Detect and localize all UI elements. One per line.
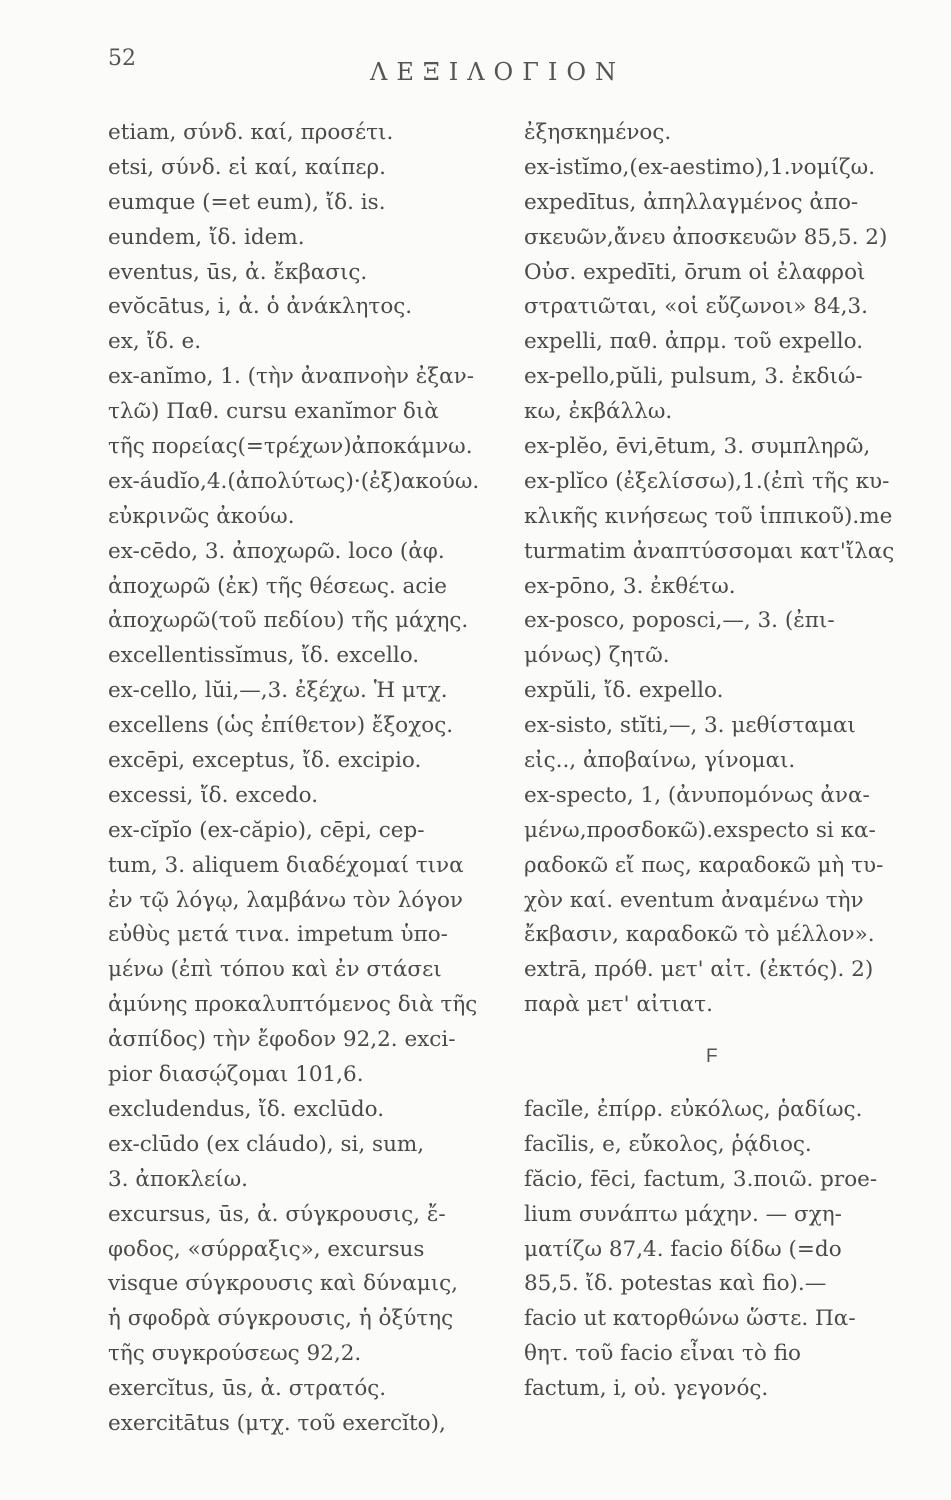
entry-line: κλικῆς κινήσεως τοῦ ἱππικοῦ).me <box>524 503 893 529</box>
entry-line: evŏcātus, i, ἀ. ὁ ἀνάκλητος. <box>108 294 413 320</box>
entry-line: μένω,προσδοκῶ).exspecto si κα- <box>524 817 876 843</box>
right-column <box>524 116 924 1023</box>
entry-line: εὐκρινῶς ἀκούω. <box>108 503 295 529</box>
entry-line: expedītus, ἀπηλλαγμένος ἀπο- <box>524 189 859 215</box>
entry-line: eumque (=et eum), ἴδ. is. <box>108 189 386 215</box>
entry-line: Οὐσ. expedīti, ōrum οἱ ἐλαφροὶ <box>524 259 866 285</box>
entry-line: ἔκβασιν, καραδοκῶ τὸ μέλλον». <box>524 922 875 948</box>
entry-line: ἐξησκημένος. <box>524 120 672 145</box>
entry-line: ἀμύνης προκαλυπτόμενος διὰ τῆς <box>108 992 478 1018</box>
entry-line: facĭlis, e, εὔκολος, ῥᾴδιος. <box>524 1131 812 1157</box>
entry-line: ραδοκῶ εἴ πως, καραδοκῶ μὴ τυ- <box>524 852 884 878</box>
entry-line: ἀποχωρῶ (ἐκ) τῆς θέσεως. acie <box>108 573 447 599</box>
entry-line: ex-cēdo, 3. ἀποχωρῶ. loco (ἀφ. <box>108 538 445 564</box>
entry-line: excludendus, ἴδ. exclūdo. <box>108 1096 385 1122</box>
entry-line: ex-clūdo (ex cláudo), si, sum, <box>108 1131 425 1157</box>
entry-line: excellens (ὡς ἐπίθετον) ἔξοχος. <box>108 713 454 739</box>
section-letter: F <box>706 1046 718 1067</box>
right-column-f-section <box>524 1093 924 1407</box>
entry-line: factum, i, οὐ. γεγονός. <box>524 1376 769 1402</box>
entry-line: ex-áudĭo,4.(ἀπολύτως)·(ἐξ)ακούω. <box>108 468 480 494</box>
entry-line: μένω (ἐπὶ τόπου καὶ ἐν στάσει <box>108 957 442 983</box>
entry-line: eundem, ἴδ. idem. <box>108 224 305 250</box>
entry-line: ex-sisto, stĭti,—, 3. μεθίσταμαι <box>524 713 856 739</box>
entry-line: εὐθὺς μετά τινα. impetum ὑπο- <box>108 922 448 948</box>
entry-line: visque σύγκρουσις καὶ δύναμις, <box>108 1271 458 1297</box>
entry-line: ex-specto, 1, (ἀνυπομόνως ἀνα- <box>524 782 870 808</box>
entry-line: excēpi, exceptus, ἴδ. excipio. <box>108 748 422 774</box>
entry-line: παρὰ μετ' αἰτιατ. <box>524 992 713 1018</box>
entry-line: exercĭtus, ūs, ἀ. στρατός. <box>108 1376 387 1402</box>
entry-line: expŭli, ἴδ. expello. <box>524 678 724 704</box>
entry-line: ἀποχωρῶ(τοῦ πεδίου) τῆς μάχης. <box>108 608 469 634</box>
page-number: 52 <box>108 46 136 71</box>
entry-line: etsi, σύνδ. εἰ καί, καίπερ. <box>108 154 386 180</box>
entry-line: făcio, fēci, factum, 3.ποιῶ. proe- <box>524 1166 878 1192</box>
entry-line: excellentissĭmus, ἴδ. excello. <box>108 643 420 669</box>
entry-line: expelli, παθ. ἀπρμ. τοῦ expello. <box>524 329 864 355</box>
entry-line: ex-istĭmo,(ex-aestimo),1.νομίζω. <box>524 154 876 180</box>
entry-line: ex-cello, lŭi,—,3. ἐξέχω. Ἡ μτχ. <box>108 678 448 704</box>
entry-line: 3. ἀποκλείω. <box>108 1166 248 1192</box>
entry-line: pior διασῴζομαι 101,6. <box>108 1062 364 1088</box>
entry-line: ἡ σφοδρὰ σύγκρουσις, ἡ ὀξύτης <box>108 1306 454 1332</box>
left-column <box>108 116 500 1442</box>
entry-line: φοδος, «σύρραξις», excursus <box>108 1236 425 1262</box>
entry-line: ματίζω 87,4. facio δίδω (=do <box>524 1236 842 1262</box>
entry-line: τῆς πορείας(=τρέχων)ἀποκάμνω. <box>108 434 473 460</box>
entry-line: ex-plĭco (ἐξελίσσω),1.(ἐπὶ τῆς κυ- <box>524 468 890 494</box>
entry-line: ex-pello,pŭli, pulsum, 3. ἐκδιώ- <box>524 364 863 390</box>
entry-line: facĭle, ἐπίρρ. εὐκόλως, ῥαδίως. <box>524 1097 863 1122</box>
entry-line: 85,5. ἴδ. potestas καὶ fio).— <box>524 1271 827 1297</box>
entry-line: θητ. τοῦ facio εἶναι τὸ fio <box>524 1341 801 1367</box>
entry-line: στρατιῶται, «οἱ εὔζωνοι» 84,3. <box>524 294 868 320</box>
entry-line: facio ut κατορθώνω ὥστε. Πα- <box>524 1306 856 1332</box>
entry-line: εἰς.., ἀποβαίνω, γίνομαι. <box>524 748 796 774</box>
entry-line: ex-plĕo, ēvi,ētum, 3. συμπληρῶ, <box>524 434 871 460</box>
entry-line: lium συνάπτω μάχην. — σχη- <box>524 1201 842 1227</box>
entry-line: tum, 3. aliquem διαδέχομαί τινα <box>108 852 464 878</box>
entry-line: eventus, ūs, ἀ. ἔκβασις. <box>108 259 368 285</box>
entry-line: ex, ἴδ. e. <box>108 329 202 355</box>
entry-line: χὸν καί. eventum ἀναμένω τὴν <box>524 887 864 913</box>
entry-line: ex-anĭmo, 1. (τὴν ἀναπνοὴν ἐξαν- <box>108 364 474 390</box>
entry-line: κω, ἐκβάλλω. <box>524 399 673 425</box>
entry-line: excessi, ἴδ. excedo. <box>108 782 319 808</box>
entry-line: extrā, πρόθ. μετ' αἰτ. (ἐκτός). 2) <box>524 957 874 983</box>
entry-line: τῆς συγκρούσεως 92,2. <box>108 1341 362 1367</box>
entry-line: τλῶ) Παθ. cursu exanĭmor διὰ <box>108 399 439 425</box>
entry-line: ex-cĭpĭo (ex-căpio), cēpi, cep- <box>108 817 425 843</box>
running-head: ΛΕΞΙΛΟΓΙΟΝ <box>370 58 626 86</box>
entry-line: turmatim ἀναπτύσσομαι κατ'ἴλας <box>524 538 895 564</box>
entry-line: ex-pōno, 3. ἐκθέτω. <box>524 573 736 599</box>
entry-line: ex-posco, poposci,—, 3. (ἐπι- <box>524 608 835 634</box>
entry-line: σκευῶν,ἄνευ ἀποσκευῶν 85,5. 2) <box>524 224 888 250</box>
entry-line: ἐν τῷ λόγῳ, λαμβάνω τὸν λόγον <box>108 887 464 913</box>
entry-line: ἀσπίδος) τὴν ἔφοδον 92,2. exci- <box>108 1027 456 1053</box>
entry-line: exercitātus (μτχ. τοῦ exercĭto), <box>108 1410 446 1436</box>
entry-line: etiam, σύνδ. καί, προσέτι. <box>108 120 394 145</box>
entry-line: μόνως) ζητῶ. <box>524 643 670 669</box>
entry-line: excursus, ūs, ἀ. σύγκρουσις, ἔ- <box>108 1201 446 1227</box>
